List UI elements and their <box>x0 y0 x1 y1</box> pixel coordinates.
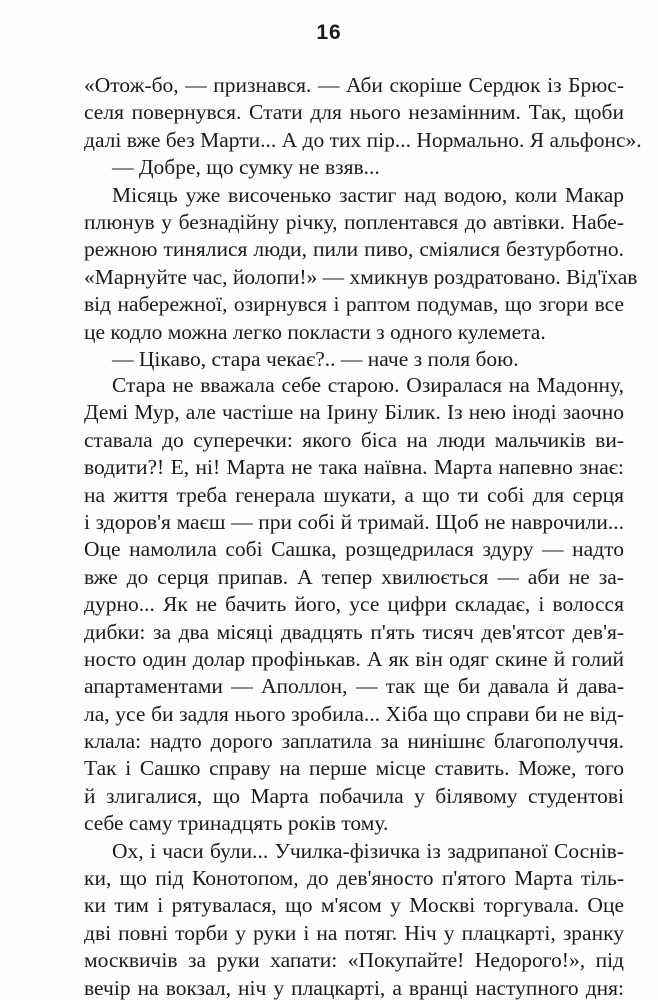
text-block-dialogue <box>84 72 642 373</box>
text-line: дибки: за два місяці двадцять п'ять тисяч дев'ятсот дев'я- <box>84 619 624 644</box>
text-line: і здоров'я маєш — при собі й тримай. Щоб не наврочили... <box>84 509 624 534</box>
text-line: Демі Мур, але частіше на Ірину Білик. Із нею іноді заочно <box>84 400 624 425</box>
text-line: вечір на вокзал, ніч у плацкарті, а вранці наступного дня: <box>84 975 624 1000</box>
text-line: ла, усе би задля нього зробила... Хіба що справи би не від- <box>84 701 624 726</box>
text-line: клала: надто дорого заплатила за нинішнє благополуччя. <box>84 729 624 754</box>
text-line: — Цікаво, стара чекає?.. — наче з поля бою. <box>112 346 519 371</box>
text-line: — Добре, що сумку не взяв... <box>112 155 380 180</box>
text-line: ки, що під Конотопом, до дев'яносто п'ятого Марта тіль- <box>84 866 624 891</box>
text-line: ставала до суперечки: якого біса на люди мальчиків ви- <box>84 427 624 452</box>
text-line: Ох, і часи були... Училка-фізичка із задрипаної Соснів- <box>112 838 624 863</box>
text-line: дурно... Як не бачить його, усе цифри складає, і волосся <box>84 592 624 617</box>
text-line: «Отож-бо, — признався. — Аби скоріше Сердюк із Брюс- <box>84 73 624 97</box>
text-line: режною тинялися люди, пили пиво, сміялися безтурботно. <box>84 237 624 262</box>
text-line: на життя треба генерала шукати, а що ти собі для серця <box>84 482 624 507</box>
text-line: себе саму тринадцять років тому. <box>84 811 389 836</box>
text-line: Стара не вважала себе старою. Озиралася на Мадонну, <box>112 373 624 397</box>
text-line: дві повні торби у руки і на потяг. Ніч у плацкарті, зранку <box>84 920 624 945</box>
text-line: плюнув у безнадійну річку, поплентався до автівки. Набе- <box>84 209 624 234</box>
text-line: «Марнуйте час, йолопи!» — хмикнув роздратовано. Від'їхав <box>84 264 638 289</box>
text-line: вже до серця припав. А тепер хвилюється — аби не за- <box>84 564 624 589</box>
text-block-narrative <box>84 372 624 1002</box>
text-line: Місяць уже височенько застиг над водою, коли Макар <box>112 182 624 207</box>
text-line: носто один долар профінькав. А як він одяг скине й голий <box>84 646 624 671</box>
text-line: Так і Сашко справу на перше місце ставить. Може, того <box>84 756 624 781</box>
text-line: це кодло можна легко покласти з одного кулемета. <box>84 319 546 344</box>
page-number: 16 <box>316 21 342 44</box>
text-line: водити?! Е, ні! Марта не така наївна. Марта напевно знає: <box>84 455 624 480</box>
text-line: москвичів за руки хапати: «Покупайте! Недорого!», під <box>84 948 624 973</box>
text-line: від набережної, озирнувся і раптом подумав, що згори все <box>84 292 624 317</box>
text-line: Оце намолила собі Сашка, розщедрилася здуру — надто <box>84 537 624 562</box>
text-line: далі вже без Марти... А до тих пір... Нормально. Я альфонс». <box>84 127 642 152</box>
text-line: апартаментами — Аполлон, — так ще би давала й дава- <box>84 674 624 699</box>
text-line: ки тим і рятувалася, що м'ясом у Москві торгувала. Оце <box>84 893 624 918</box>
text-line: й злигалися, що Марта побачила у білявому студентові <box>84 783 624 808</box>
text-line: селя повернувся. Стати для нього незамінним. Так, щоби <box>84 100 624 125</box>
